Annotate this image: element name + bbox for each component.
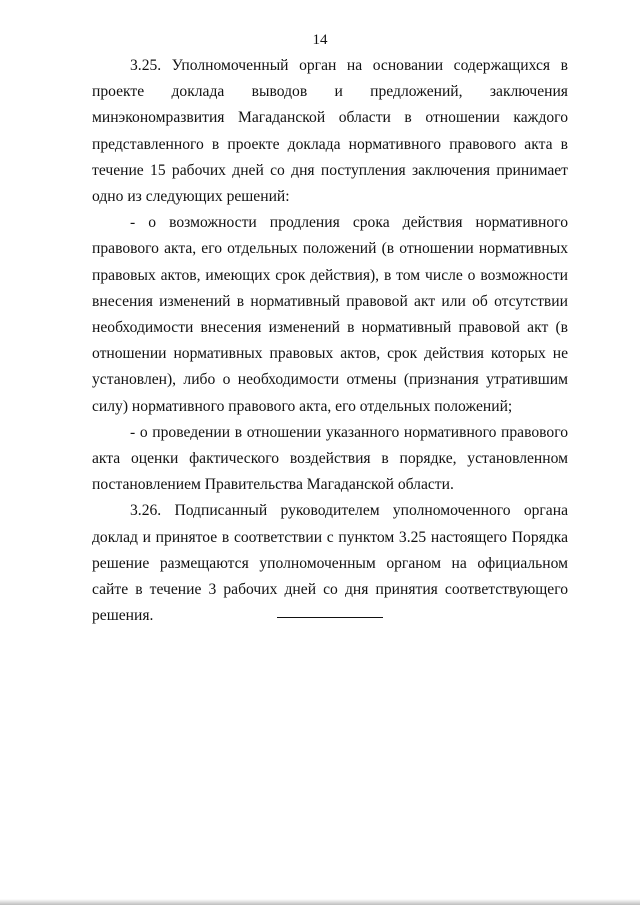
paragraph-option-extend: - о возможности продления срока действия нормативного правового акта, его отдельных положений (в отношении нормативных правовых актов, имеющих срок действия), в том числе о возможности внесения изменений в нормативный правовой акт или об отсутствии необходимости внесения изменений в нормативный правовой акт (в отношении нормативных правовых актов, срок действия которых не установлен), либо о необходимости отмены (признания утратившим силу) нормативного правового акта, его отдельных положений; <box>92 214 568 415</box>
document-body <box>92 53 568 629</box>
paragraph-3-25: 3.25. Уполномоченный орган на основании содержащихся в проекте доклада выводов и предложений, заключения минэкономразвития Магаданской области в отношении каждого представленного в проекте доклада нормативного правового акта в течение 15 рабочих дней со дня поступления заключения принимает одно из следующих решений: <box>92 57 568 206</box>
paragraph-3-26: 3.26. Подписанный руководителем уполномоченного органа доклад и принятое в соответствии с пунктом 3.25 настоящего Порядка решение размещаются уполномоченным органом на официальном сайте в течение 3 рабочих дней со дня принятия соответствующего решения. <box>92 502 568 625</box>
end-of-document-line <box>277 617 383 618</box>
paragraph-option-assessment: - о проведении в отношении указанного нормативного правового акта оценки фактического воздействия в порядке, установленном постановлением Правительства Магаданской области. <box>92 423 568 494</box>
page-number: 14 <box>312 32 328 48</box>
scan-bottom-edge <box>0 899 640 905</box>
